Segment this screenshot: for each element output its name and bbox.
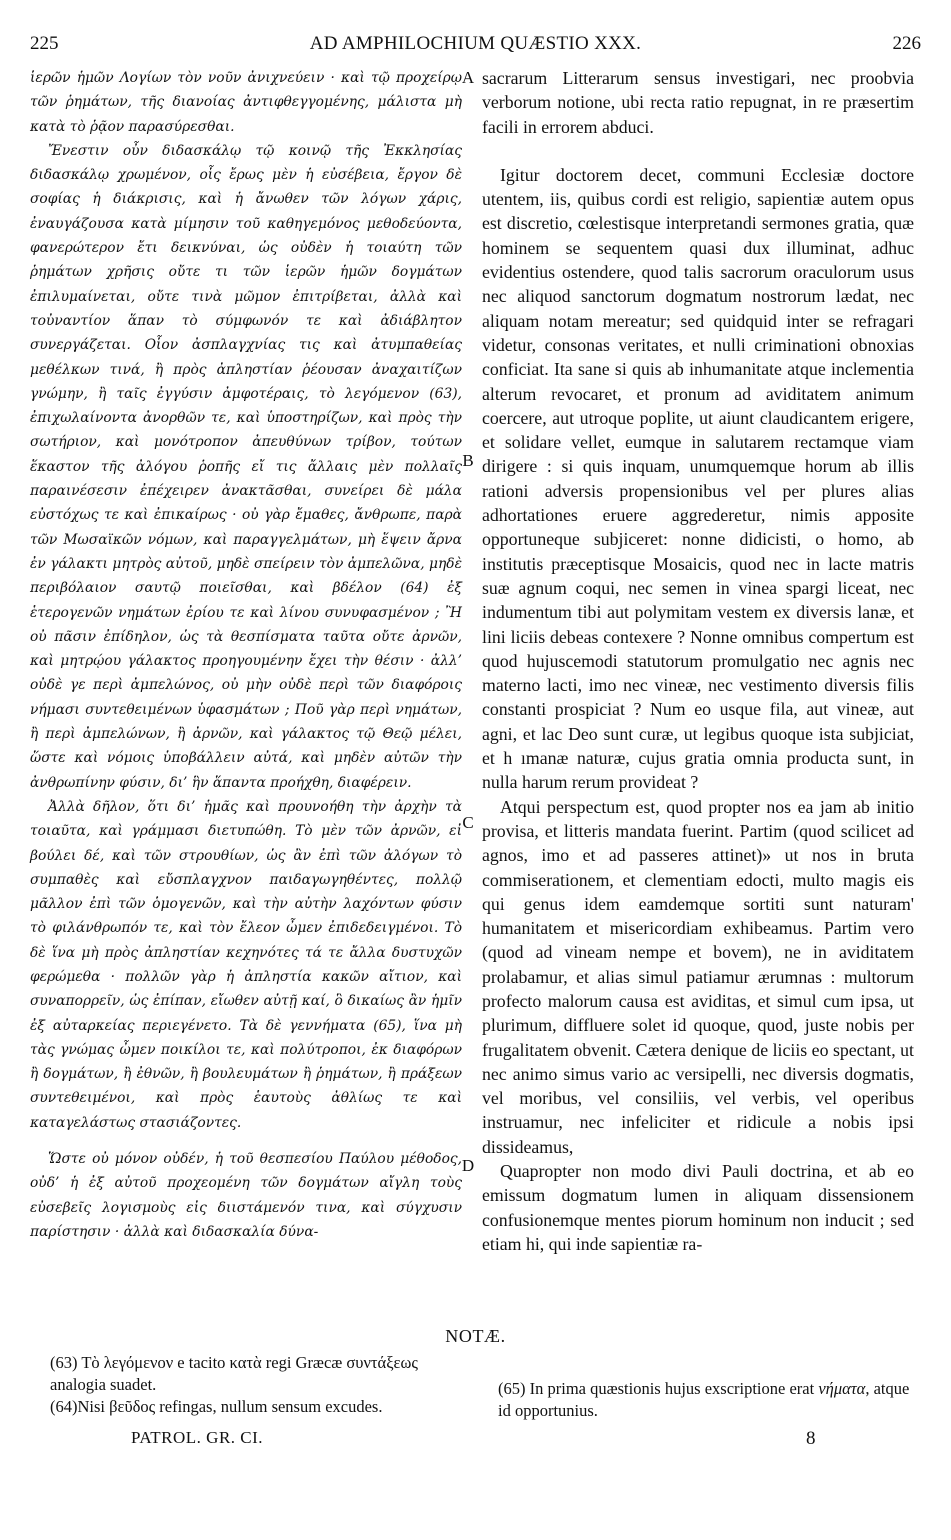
latin-paragraph: Atqui perspectum est, quod propter nos ea jam ab initio provisa, et litteris mandata fuerint. Partim (quod scilicet ad agnos, imo et ad passeres attinet)» ut nos in bruta commiserationem, et clementiam edocti, multo magis eis qui genus idem eamdemque sortiti sunt naturam' humanitatem et misericordiam exhibeamus. Partim vero (quod ad vineam nempe et bovem), ne in aviditatem prolabamur, et alias simul patiamur ærumnas : multorum profecto malorum causa est aviditas, et simul cum ipsa, ut plurimum, diffluere solet id quoque, quod, juste nobis per frugalitatem obvenit. Cætera denique de liciis eo spectant, ut nec animo simus vario ac versipelli, nec diversis dogmatis, vel moribus, vel consiliis, vel verbis, vel operibus instruamur, nec infeliciter et ridicule a nobis ipsi dissideamus, [482,796,914,1157]
notes-title: NOTÆ. [445,1326,506,1346]
page-number-right: 226 [892,33,921,54]
footer-gathering-number: 8 [806,1428,816,1449]
notes-right-column [498,1378,918,1422]
note-64: (64)Nisi βεῦδος refingas, nullum sensum excudes. [50,1397,383,1416]
latin-paragraph: Igitur doctorem decet, communi Ecclesiæ doctore utentem, iis, quibus cordi est religio, sapientiæ autem opus est discretio, cœlestisque interpretandi sermones gratia, quæ hominem se sequentem quasi dux illuminat, adhuc evidentius ostendere, quod talis sacrorum oraculorum usus nec aliquod sanctorum dogmatum nostrorum lædat, nec aliquam notam mereatur; sed quidquid inter se refragari videtur, consonas veritates, et nulli criminationi obnoxias conficiat. Ita sane si quis ab inhumanitate atque inclementia alterum revocaret, et pronum ad aviditatem animum coercere, aut utroque poplite, ut aiunt claudicantem erigere, et solidare vellet, eumque in salutarem rectamque viam dirigere : si quis inquam, unumquemque horum ab illis rationi adversis propensionibus vel per plures alias adhortationes eruere aggrederetur, nimis apposite opportuneque subjiceret: nonne didicisti, o homo, ab institutis præceptisque Mosaicis, quod nec in lacte matris suæ agnum coqui, nec semen in vinea spargi liceat, nec indumentum tibi aut polymitam vestem ex diversis lanæ, et lini liciis debeas contexere ? Nonne omnibus compertum est quod hujuscemodi statutorum promulgatio nec agnis nec materno lacti, imo nec vineæ, nec vestimento diversis filis constanti prospiciat ? Num eo usque fila, aut vineæ, aut agni, et lac Deo sunt curæ, ut legibus quoque ista subjiciat, et h ımanæ naturæ, cujus gratia omnia producta sunt, in nulla harum rerum provideat ? [482,164,914,793]
note-65 [498,1378,918,1422]
latin-paragraph: sacrarum Litterarum sensus investigari, nec proobvia verborum notione, ubi recta ratio repugnat, in re præsertim facili in errorem abduci. [482,68,914,137]
running-title: AD AMPHILOCHIUM QUÆSTIO XXX. [309,33,642,54]
margin-mark-d: D [461,1156,475,1175]
margin-mark-a: A [461,68,475,87]
greek-paragraph: Ἔνεστιν οὖν διδασκάλῳ τῷ κοινῷ τῆς Ἐκκλησίας διδασκάλῳ χρωμένον, οἷς ἔρως μὲν ἡ εὐσέβεια, ἔργον δὲ σοφίας ἡ διάκρισις, καὶ ἡ ἄνωθεν τῶν λόγων χάρις, ἐναυγάζουσα κατὰ μίμησιν τοῦ καθηγεμόνος μεθοδεύοντα, φανερώτερον ἔτι δεικνύναι, ὡς οὐδὲν ἡ τοιαύτη τῶν ῥημάτων χρῆσις οὔτε τι τῶν ἱερῶν ἡμῶν δογμάτων ἐπιλυμαίνεται, οὔτε τινὰ μῶμον ἐπιτρίβεται, ἀλλὰ καὶ τοὐναντίον ἅπαν τὸ σύμφωνόν τε καὶ ἀδιάβλητον συνεργάζεται. Οἷον ἀσπλαγχνίας τις καὶ ἀτυμπαθείας μεθέλκων τινά, ἢ πρὸς ἀπληστίαν ῥέουσαν ἀναχαιτίζων γνώμην, ἢ ταῖς ἐγγύσιν ἀμφοτέραις, τὸ λεγόμενον (63), ἐπιχωλαίνοντα ἀνορθῶν τε, καὶ ὑποστηρίζων, καὶ πρὸς τὴν σωτήριον, καὶ μονότροπον ἀπευθύνων τρίβον, τούτων ἕκαστον τῆς ἀλόγου ῥοπῆς εἴ τις ἄλλαις μὲν πολλαῖς παραινέσεσιν ἐπέχειρεν ἀνακτᾶσθαι, συνείρει δὲ μάλα εὐστόχως τε καὶ ἐπικαίρως · οὐ γὰρ ἔμαθες, ἄνθρωπε, παρὰ τῶν Μωσαϊκῶν νόμων, καὶ παραγγελμάτων, μὴ ἕψειν ἄρνα ἐν γάλακτι μητρὸς αὐτοῦ, μηδὲ σπείρειν τὸν ἀμπελῶνα, μηδὲ περιβόλαιον σαυτῷ ποιεῖσθαι, καὶ βδέλον (64) ἐξ ἑτερογενῶν νημάτων ἐρίου τε καὶ λίνου συνυφασμένον ; Ἢ οὐ πᾶσιν ἐπίδηλον, ὡς τὰ θεσπίσματα ταῦτα οὔτε ἀρνῶν, καὶ μητρῴου γάλακτος προηγουμένην ἔχει τὴν θέσιν · ἀλλ’ οὐδὲ γε περὶ ἀμπελώνος, οὐ μὴν οὐδὲ περὶ τῶν διαφόροις νήμασι συντεθειμένων ὑφασμάτων ; Ποῦ γὰρ περὶ νημάτων, ἢ περὶ ἀμπελώνων, ἢ ἀρνῶν, καὶ γάλακτος τῷ Θεῷ μέλει, ὥστε καὶ νόμοις ὑποβάλλειν αὐτά, καὶ μηδὲν αὐτῶν τὴν ἀνθρωπίνην φύσιν, δι’ ἣν ἅπαντα προήχθη, διαφέρειν. [30,142,462,791]
note-65-label: (65) In prima quæstionis hujus exscriptione erat [498,1379,815,1398]
margin-mark-b: B [462,451,474,470]
greek-paragraph: Ἀλλὰ δῆλον, ὅτι δι’ ἡμᾶς καὶ προυνοήθη τὴν ἀρχὴν τὰ τοιαῦτα, καὶ γράμμασι διετυπώθη. Τὸ μὲν τῶν ἀρνῶν, εἰ βούλει δέ, καὶ τῶν στρουθίων, ὡς ἂν ἐπὶ τῶν ἀλόγων τὸ συμπαθὲς καὶ εὔσπλαγχνον παιδαγωγηθέντες, πολλῷ μᾶλλον ἐπὶ τῶν ὁμογενῶν, καὶ τὴν αὐτὴν λαχόντων φύσιν τὸ φιλάνθρωπόν τε, καὶ τὸν ἔλεον ὦμεν ἐπιδεδειγμένοι. Τὸ δὲ ἵνα μὴ πρὸς ἀπληστίαν κεχηνότες τά τε ἄλλα δυστυχῶν φερώμεθα · πολλῶν γὰρ ἡ ἀπληστία κακῶν αἴτιον, καὶ συναπορρεῖν, ὡς ἐπίπαν, εἴωθεν αὐτῇ καί, ὃ δικαίως ἂν ἡμῖν ἐξ αὐταρκείας περιεγένετο. Τὰ δὲ γεννήματα (65), ἵνα μὴ τὰς γνώμας ὦμεν ποικίλοι τε, καὶ πολύτροποι, ἐκ διαφόρων ἢ δογμάτων, ἢ ἐθνῶν, ἢ βουλευμάτων ἢ ῥημάτων, ἢ πράξεων συντεθειμένοι, καὶ πρὸς ἑαυτοὺς ἀθλίως τε καὶ καταγελάστως στασιάζοντες. [30,798,462,1131]
notes-left-column [50,1352,470,1418]
greek-paragraph: ἱερῶν ἡμῶν Λογίων τὸν νοῦν ἀνιχνεύειν · καὶ τῷ προχείρῳ τῶν ῥημάτων, τῆς διανοίας ἀντιφθεγγομένης, μάλιστα μὴ κατὰ τὸ ῥᾷον παρασύρεσθαι. [30,70,462,135]
latin-column [482,66,914,1256]
page-number-left: 225 [30,33,59,54]
note-63: (63) Τὸ λεγόμενον e tacito κατὰ regi Græcæ συντάξεως analogia suadet. [50,1353,418,1394]
latin-paragraph: Quapropter non modo divi Pauli doctrina, et ab eo emissum dogmatum lumen in aliquam dissensionem confusionemque mentes piorum hominum non inducit ; sed etiam hi, qui inde sapientiæ ra- [482,1161,914,1254]
running-header [30,33,921,59]
note-65-rest: , atque id opportunius. [498,1379,910,1420]
greek-paragraph: Ὥστε οὐ μόνον οὐδέν, ἡ τοῦ θεσπεσίου Παύλου μέθοδος, οὐδ’ ἡ ἐξ αὐτοῦ προχεομένη τῶν δογμάτων αἴγλη τοὺς εὐσεβεῖς λογισμοὺς εἰς διιστάμενόν τινα, καὶ σύγχυσιν παρίστησιν · ἀλλὰ καὶ διδασκαλία δύνα- [30,1151,462,1240]
note-65-greek: νήματα [818,1379,866,1398]
margin-mark-c: C [462,813,474,832]
greek-column [30,66,462,1244]
footer-signature: PATROL. GR. CI. [131,1428,264,1447]
